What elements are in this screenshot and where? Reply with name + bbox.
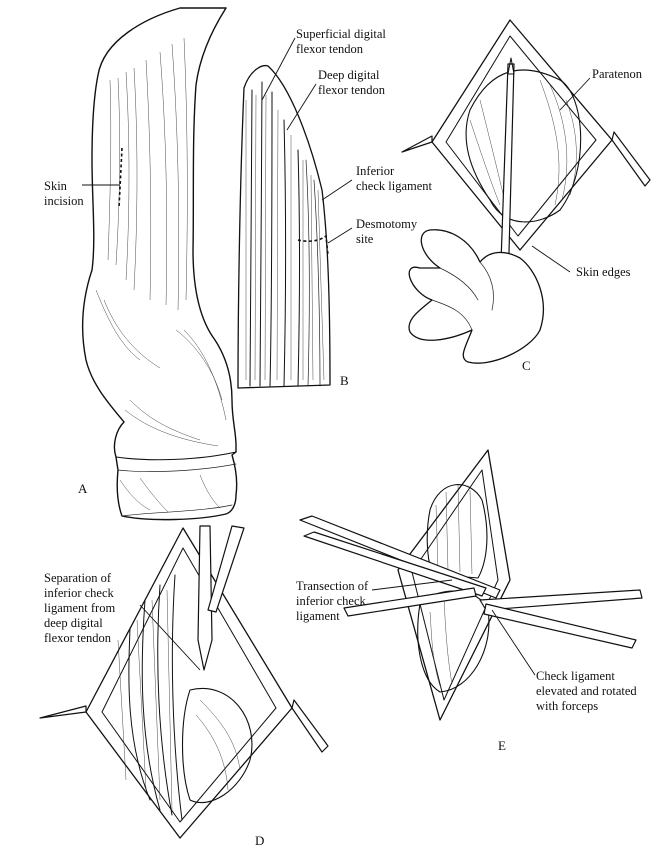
label-separation-3: ligament from: [44, 601, 116, 615]
panel-letter-c: C: [522, 358, 531, 373]
label-transection-1: Transection of: [296, 579, 369, 593]
panel-letter-a: A: [78, 481, 88, 496]
label-icl-1: Inferior: [356, 164, 395, 178]
desmotomy-site-mark: [298, 236, 328, 255]
label-skin-edges: Skin edges: [576, 265, 631, 279]
panel-letter-b: B: [340, 373, 349, 388]
panel-letter-d: D: [255, 833, 265, 848]
label-elevated-2: elevated and rotated: [536, 684, 637, 698]
label-ddft-1: Deep digital: [318, 68, 380, 82]
panel-letter-e: E: [498, 738, 506, 753]
label-sdft-1: Superficial digital: [296, 27, 386, 41]
label-separation-5: flexor tendon: [44, 631, 111, 645]
panel-a-limb-drawing: [83, 8, 237, 520]
label-skin-incision-1: Skin: [44, 179, 67, 193]
label-elevated-1: Check ligament: [536, 669, 615, 683]
label-ddft-2: flexor tendon: [318, 83, 385, 97]
label-transection-3: ligament: [296, 609, 340, 623]
label-icl-2: check ligament: [356, 179, 433, 193]
label-elevated-3: with forceps: [536, 699, 599, 713]
label-desmotomy-2: site: [356, 232, 374, 246]
label-separation-2: inferior check: [44, 586, 114, 600]
panel-b-tendon-drawing: [238, 66, 330, 388]
label-separation-4: deep digital: [44, 616, 103, 630]
label-skin-incision-2: incision: [44, 194, 84, 208]
label-separation-1: Separation of: [44, 571, 111, 585]
label-desmotomy-1: Desmotomy: [356, 217, 418, 231]
label-transection-2: inferior check: [296, 594, 366, 608]
label-paratenon: Paratenon: [592, 67, 642, 81]
label-sdft-2: flexor tendon: [296, 42, 363, 56]
